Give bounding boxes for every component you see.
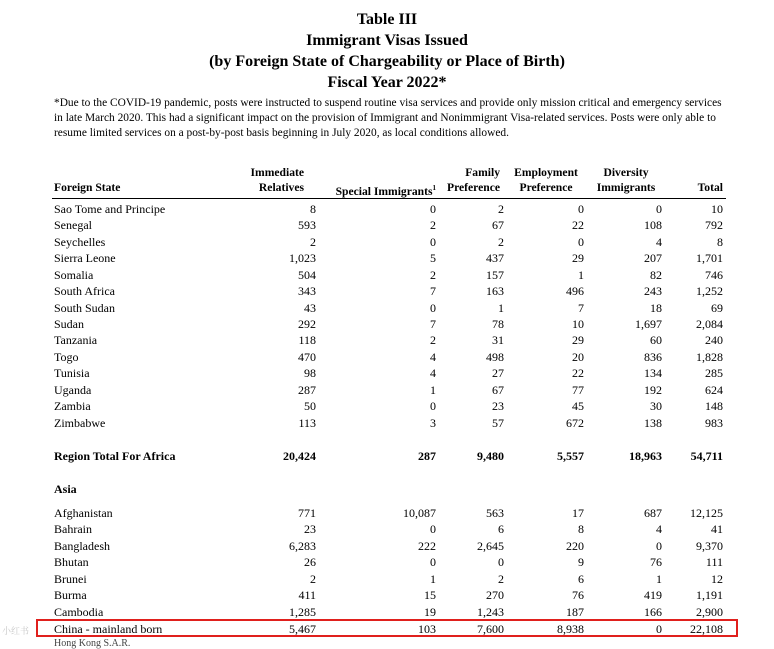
- header-rule: [52, 198, 726, 199]
- cell-family: 31: [492, 333, 504, 347]
- cell-diversity: 30: [650, 399, 662, 413]
- table-row: [0, 521, 774, 537]
- cell-state: Bahrain: [54, 522, 92, 536]
- cell-special: 7: [430, 317, 436, 331]
- cell-family: 498: [486, 350, 504, 364]
- cell-family: 437: [486, 251, 504, 265]
- cell-special: 15: [424, 588, 436, 602]
- table-row: [0, 217, 774, 233]
- cell-family: 2: [498, 235, 504, 249]
- cell-immediate: 43: [304, 301, 316, 315]
- cell-total: 8: [717, 235, 723, 249]
- highlight-box: [36, 619, 738, 637]
- cell-total: 1,701: [696, 251, 723, 265]
- header-foreign-state: Foreign State: [54, 181, 121, 194]
- cell-diversity: 0: [656, 202, 662, 216]
- cell-family: 163: [486, 284, 504, 298]
- cell-state: Brunei: [54, 572, 87, 586]
- cutoff-row-text: Hong Kong S.A.R.: [54, 638, 131, 649]
- table-row: [0, 538, 774, 554]
- cell-total: 2,900: [696, 605, 723, 619]
- cell-state: Senegal: [54, 218, 92, 232]
- cell-special: 0: [430, 202, 436, 216]
- cell-special: 10,087: [403, 506, 436, 520]
- cell-total: 624: [705, 383, 723, 397]
- header-special-label: Special Immigrants: [335, 184, 433, 198]
- header-employment-2: Preference: [519, 181, 573, 194]
- cell-diversity: 18: [650, 301, 662, 315]
- cell-total: 2,084: [696, 317, 723, 331]
- cell-immediate: 411: [298, 588, 316, 602]
- cell-total: 12,125: [690, 506, 723, 520]
- table-row: [0, 571, 774, 587]
- cell-diversity: 0: [656, 622, 662, 636]
- table-row: [0, 250, 774, 266]
- cell-diversity: 60: [650, 333, 662, 347]
- cell-employment: 187: [566, 605, 584, 619]
- cell-immediate: 292: [298, 317, 316, 331]
- cell-employment: 8,938: [557, 622, 584, 636]
- cell-state: Burma: [54, 588, 87, 602]
- header-total: Total: [697, 181, 723, 194]
- cell-special: 1: [430, 572, 436, 586]
- table-row: [0, 505, 774, 521]
- cell-state: Zambia: [54, 399, 91, 413]
- table-row: [0, 267, 774, 283]
- cell-employment: 29: [572, 251, 584, 265]
- cell-special: 0: [430, 399, 436, 413]
- cell-state: Tunisia: [54, 366, 90, 380]
- header-employment-1: Employment: [514, 166, 578, 179]
- cell-diversity: 18,963: [629, 449, 662, 463]
- cell-family: 67: [492, 383, 504, 397]
- cell-family: 27: [492, 366, 504, 380]
- table-row: [0, 283, 774, 299]
- cell-diversity: 1,697: [635, 317, 662, 331]
- cell-special: 0: [430, 235, 436, 249]
- cell-employment: 22: [572, 218, 584, 232]
- cell-family: 23: [492, 399, 504, 413]
- cell-diversity: 166: [644, 605, 662, 619]
- cell-family: 2,645: [477, 539, 504, 553]
- cell-state: Region Total For Africa: [54, 449, 176, 463]
- cell-immediate: 50: [304, 399, 316, 413]
- cell-state: Sao Tome and Principe: [54, 202, 166, 216]
- cell-total: 148: [705, 399, 723, 413]
- cell-diversity: 1: [656, 572, 662, 586]
- cell-immediate: 2: [310, 235, 316, 249]
- title-line-2: Immigrant Visas Issued: [306, 32, 468, 49]
- cell-immediate: 593: [298, 218, 316, 232]
- cell-total: 111: [705, 555, 723, 569]
- cell-total: 1,191: [696, 588, 723, 602]
- cell-state: Bangladesh: [54, 539, 110, 553]
- cell-employment: 0: [578, 235, 584, 249]
- cell-special: 7: [430, 284, 436, 298]
- cell-immediate: 20,424: [283, 449, 316, 463]
- cell-special: 222: [418, 539, 436, 553]
- table-row: [0, 234, 774, 250]
- table-row: [0, 554, 774, 570]
- cell-employment: 76: [572, 588, 584, 602]
- cell-diversity: 138: [644, 416, 662, 430]
- cell-employment: 7: [578, 301, 584, 315]
- cell-immediate: 98: [304, 366, 316, 380]
- cell-total: 240: [705, 333, 723, 347]
- cell-special: 103: [418, 622, 436, 636]
- cell-family: 57: [492, 416, 504, 430]
- cell-total: 983: [705, 416, 723, 430]
- cell-state: Bhutan: [54, 555, 89, 569]
- cell-special: 0: [430, 301, 436, 315]
- title-line-1: Table III: [356, 11, 418, 28]
- cell-state: Togo: [54, 350, 79, 364]
- cell-immediate: 1,285: [289, 605, 316, 619]
- header-immediate-2: Relatives: [258, 181, 304, 194]
- cell-special: 0: [430, 522, 436, 536]
- cell-family: 157: [486, 268, 504, 282]
- cell-employment: 29: [572, 333, 584, 347]
- cell-employment: 1: [578, 268, 584, 282]
- cell-immediate: 6,283: [289, 539, 316, 553]
- cell-family: 2: [498, 572, 504, 586]
- cell-immediate: 8: [310, 202, 316, 216]
- covid-footnote: *Due to the COVID-19 pandemic, posts were instructed to suspend routine visa services and provide only mission critical and emergency services in late March 2020. This had a significant impact on the provision of Immigrant and Nonimmigrant Visa-related services. Posts were only able to resume limited services on a post-by-post basis beginning in July 2020, as local conditions allowed.: [54, 97, 722, 139]
- cell-family: 2: [498, 202, 504, 216]
- cell-total: 9,370: [696, 539, 723, 553]
- cell-state: South Sudan: [54, 301, 116, 315]
- cell-diversity: 419: [644, 588, 662, 602]
- cell-employment: 220: [566, 539, 584, 553]
- table-row: [0, 604, 774, 620]
- cell-employment: 8: [578, 522, 584, 536]
- header-special-immigrants: [310, 181, 436, 199]
- cell-total: 792: [705, 218, 723, 232]
- cell-state: Somalia: [54, 268, 94, 282]
- cell-total: 1,828: [696, 350, 723, 364]
- header-special-footnote: 1: [432, 184, 436, 192]
- cell-special: 19: [424, 605, 436, 619]
- cell-immediate: 343: [298, 284, 316, 298]
- cell-employment: 77: [572, 383, 584, 397]
- cell-special: 3: [430, 416, 436, 430]
- cell-state: Sierra Leone: [54, 251, 116, 265]
- cell-immediate: 113: [298, 416, 316, 430]
- table-row: [0, 316, 774, 332]
- cell-family: 6: [498, 522, 504, 536]
- cell-total: 746: [705, 268, 723, 282]
- cell-employment: 10: [572, 317, 584, 331]
- cell-immediate: 23: [304, 522, 316, 536]
- header-diversity-1: Diversity: [603, 166, 649, 179]
- cell-family: 563: [486, 506, 504, 520]
- cell-employment: 672: [566, 416, 584, 430]
- table-row: [0, 365, 774, 381]
- cell-employment: 6: [578, 572, 584, 586]
- cell-diversity: 82: [650, 268, 662, 282]
- cell-total: 69: [711, 301, 723, 315]
- table-row: [0, 382, 774, 398]
- cell-family: 7,600: [477, 622, 504, 636]
- header-family-1: Family: [465, 166, 500, 179]
- cell-diversity: 687: [644, 506, 662, 520]
- cell-special: 1: [430, 383, 436, 397]
- cell-immediate: 287: [298, 383, 316, 397]
- cell-employment: 496: [566, 284, 584, 298]
- cell-state: Afghanistan: [54, 506, 113, 520]
- title-line-4: Fiscal Year 2022*: [327, 74, 447, 91]
- header-diversity-2: Immigrants: [596, 181, 656, 194]
- cell-diversity: 243: [644, 284, 662, 298]
- cell-special: 287: [418, 449, 436, 463]
- cell-immediate: 2: [310, 572, 316, 586]
- cell-immediate: 5,467: [289, 622, 316, 636]
- cell-special: 0: [430, 555, 436, 569]
- cell-family: 270: [486, 588, 504, 602]
- cell-family: 78: [492, 317, 504, 331]
- cell-total: 285: [705, 366, 723, 380]
- cell-family: 0: [498, 555, 504, 569]
- title-line-3: (by Foreign State of Chargeability or Place of Birth): [209, 53, 565, 70]
- cell-immediate: 26: [304, 555, 316, 569]
- cell-employment: 5,557: [557, 449, 584, 463]
- table-row: [0, 332, 774, 348]
- cell-family: 67: [492, 218, 504, 232]
- header-family-2: Preference: [447, 181, 500, 194]
- cell-diversity: 134: [644, 366, 662, 380]
- cell-family: 1,243: [477, 605, 504, 619]
- table-row: [0, 415, 774, 431]
- region-total-row: [0, 448, 774, 464]
- cell-state: Cambodia: [54, 605, 104, 619]
- cell-state: Zimbabwe: [54, 416, 106, 430]
- cell-employment: 45: [572, 399, 584, 413]
- cell-total: 54,711: [690, 449, 723, 463]
- cell-state: Uganda: [54, 383, 92, 397]
- cell-diversity: 836: [644, 350, 662, 364]
- cell-diversity: 4: [656, 235, 662, 249]
- cell-diversity: 4: [656, 522, 662, 536]
- cell-diversity: 192: [644, 383, 662, 397]
- cell-total: 12: [711, 572, 723, 586]
- cell-immediate: 504: [298, 268, 316, 282]
- watermark: 小红书: [2, 627, 30, 637]
- cell-special: 4: [430, 350, 436, 364]
- cell-immediate: 470: [298, 350, 316, 364]
- cell-total: 10: [711, 202, 723, 216]
- cell-diversity: 0: [656, 539, 662, 553]
- cell-state: Seychelles: [54, 235, 106, 249]
- cell-immediate: 118: [298, 333, 316, 347]
- cell-total: 1,252: [696, 284, 723, 298]
- cell-employment: 9: [578, 555, 584, 569]
- cell-special: 5: [430, 251, 436, 265]
- cell-diversity: 108: [644, 218, 662, 232]
- cell-immediate: 1,023: [289, 251, 316, 265]
- cell-employment: 22: [572, 366, 584, 380]
- header-immediate-1: Immediate: [250, 166, 304, 179]
- cell-employment: 20: [572, 350, 584, 364]
- cell-diversity: 207: [644, 251, 662, 265]
- table-row: [0, 300, 774, 316]
- table-row: [0, 587, 774, 603]
- cell-total: 22,108: [690, 622, 723, 636]
- cell-employment: 0: [578, 202, 584, 216]
- cell-immediate: 771: [298, 506, 316, 520]
- cell-total: 41: [711, 522, 723, 536]
- table-row: [0, 349, 774, 365]
- cell-state: South Africa: [54, 284, 115, 298]
- cell-special: 2: [430, 218, 436, 232]
- cell-family: 1: [498, 301, 504, 315]
- cell-diversity: 76: [650, 555, 662, 569]
- section-heading-asia: Asia: [54, 482, 77, 496]
- cell-special: 4: [430, 366, 436, 380]
- table-row: [0, 398, 774, 414]
- table-row: [0, 201, 774, 217]
- cell-special: 2: [430, 268, 436, 282]
- cell-family: 9,480: [477, 449, 504, 463]
- cell-state: Tanzania: [54, 333, 98, 347]
- cell-employment: 17: [572, 506, 584, 520]
- cell-state: China - mainland born: [54, 622, 163, 636]
- cell-special: 2: [430, 333, 436, 347]
- cell-state: Sudan: [54, 317, 84, 331]
